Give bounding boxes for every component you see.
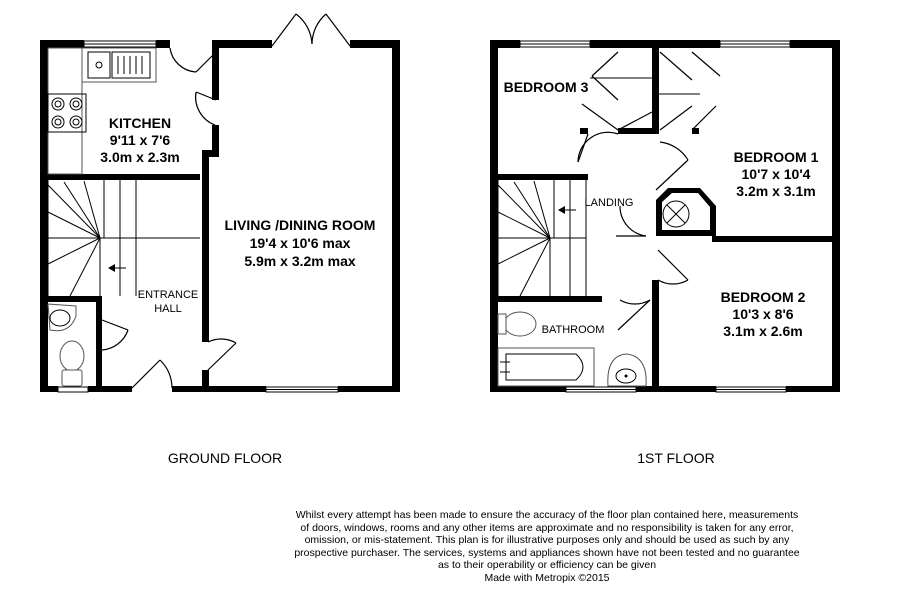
wall [156,40,170,48]
living-room-dim-imperial: 19'4 x 10'6 max [249,235,351,251]
window [58,387,88,392]
disclaimer-line: Whilst every attempt has been made to ensure the accuracy of the floor plan contained here, measurements [295,509,799,521]
wall [338,386,400,392]
toilet [498,312,536,336]
door [208,339,236,370]
basin [48,304,76,331]
french-doors [272,14,350,46]
bedroom-1-dim-metric: 3.2m x 3.1m [736,183,816,199]
entrance-hall-label-line1: ENTRANCE [137,289,199,301]
wall [40,40,48,392]
front-door [132,360,172,388]
staircase [498,180,586,296]
wall [712,236,840,242]
disclaimer-text [272,509,822,585]
wall [618,128,658,134]
wall [40,296,100,302]
wall [498,296,602,302]
credit-line: Made with Metropix ©2015 [484,571,610,584]
wall [832,40,840,392]
kitchen-dim-imperial: 9'11 x 7'6 [109,132,171,148]
door [578,132,618,162]
bedroom-1-dim-imperial: 10'7 x 10'4 [741,166,811,182]
wall [392,40,400,392]
wall [202,150,209,342]
bedroom-2-dim-imperial: 10'3 x 8'6 [732,306,794,322]
ground-floor-plan [40,14,400,466]
disclaimer-line: of doors, windows, rooms and any other items are approximate and no responsibility is taken for any error, [300,521,794,534]
wall [88,386,132,392]
worktop [82,48,156,82]
basin [608,354,646,386]
disclaimer-line: as to their operability or efficiency can be given [437,559,657,572]
wall [208,386,266,392]
door [656,142,688,190]
wall [786,386,840,392]
airing-cupboard [656,188,716,236]
wall [636,386,716,392]
bedroom-2-dim-metric: 3.1m x 2.6m [723,323,803,339]
wall [202,370,209,392]
kitchen-label: KITCHEN [108,115,172,131]
door [618,300,650,330]
worktop [48,48,82,174]
door [658,250,688,284]
bedroom-1-label: BEDROOM 1 [733,149,819,165]
bedroom-2-label: BEDROOM 2 [720,289,806,305]
wall [498,174,588,180]
first-floor-plan [490,40,840,466]
wall [40,174,200,180]
ground-floor-caption: GROUND FLOOR [167,450,283,466]
entrance-hall-label-line2: HALL [154,303,182,315]
door [102,320,128,350]
staircase [48,180,200,296]
door [170,48,216,125]
disclaimer-line: omission, or mis-statement. This plan is for illustrative purposes only and should be used as such by any [304,534,790,547]
living-room-dim-metric: 5.9m x 3.2m max [244,253,356,269]
wardrobe-bedroom-3 [582,52,652,130]
landing-label: LANDING [584,197,634,209]
wall [40,386,58,392]
wall [96,296,102,392]
bathtub [498,348,594,386]
wardrobe-bedroom-1 [659,52,720,130]
wall [212,40,272,48]
wall [212,40,219,100]
first-floor-caption: 1ST FLOOR [637,450,715,466]
wall [652,40,659,134]
disclaimer-line: prospective purchaser. The services, systems and appliances shown have not been tested and no guarantee [294,546,800,559]
wall [490,386,566,392]
bedroom-3-label: BEDROOM 3 [503,79,589,95]
kitchen-dim-metric: 3.0m x 2.3m [100,149,180,165]
toilet [60,341,84,386]
living-room-label: LIVING /DINING ROOM [224,217,376,233]
wall [580,128,588,134]
wall [652,280,659,390]
wall [490,40,498,392]
bathroom-label: BATHROOM [541,324,605,336]
door [616,206,646,236]
